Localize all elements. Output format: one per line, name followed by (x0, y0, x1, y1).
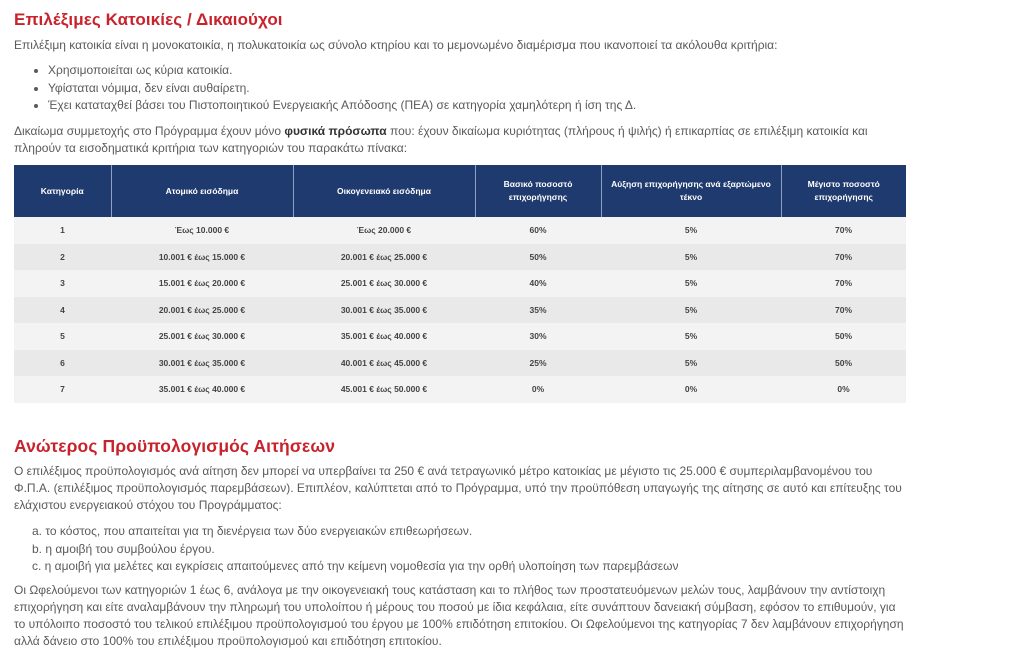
table-cell: 4 (60, 304, 65, 315)
table-cell: 15.001 € έως 20.000 € (158, 278, 246, 289)
table-cell: Έως 20.000 € (356, 225, 412, 236)
table-cell: 25.001 € έως 30.000 € (340, 278, 428, 289)
criteria-item: • Υφίσταται νόμιμα, δεν είναι αυθαίρετη. (48, 80, 636, 98)
rights-bold-text: φυσικά πρόσωπα (284, 124, 387, 138)
rights-text: Δικαίωμα συμμετοχής στο Πρόγραμμα έχουν μόνο (14, 124, 285, 138)
budget-paragraph: Ο επιλέξιμος προϋπολογισμός ανά αίτηση δεν μπορεί να υπερβαίνει τα 250 € ανά τετραγωνικό μέτρο κατοικίας με μέγιστο τις 25.000 € συμπεριλαμβανομένου του Φ.Π.Α. (επιλέξιμος προϋπολογισμός παρεμβάσεων). Επιπλέον, καλύπτεται από το Πρόγραμμα, υπό την προϋπόθεση υπαγωγής της αίτησης σε αυτό και επίτευξης του ελάχιστου ενεργειακού στόχου του Προγράμματος: (14, 464, 902, 512)
table-cell: 3 (60, 278, 65, 289)
income-category-table (14, 165, 906, 403)
section-title-eligible: Επιλέξιμες Κατοικίες / Δικαιούχοι (14, 10, 283, 29)
table-cell: 5% (684, 278, 698, 289)
table-cell: 50% (834, 357, 852, 368)
table-cell: 35.001 € έως 40.000 € (158, 384, 246, 395)
table-cell: 25.001 € έως 30.000 € (158, 331, 246, 342)
table-cell: 7 (60, 384, 65, 395)
table-cell: Έως 10.000 € (174, 225, 230, 236)
column-header: Ατομικό εισόδημα (111, 165, 293, 217)
table-row (14, 297, 906, 324)
table-cell: 40.001 € έως 45.000 € (340, 357, 428, 368)
table-cell: 2 (60, 251, 65, 262)
table-cell: 35.001 € έως 40.000 € (340, 331, 428, 342)
column-header: Κατηγορία (14, 165, 111, 217)
table-cell: 35% (529, 304, 547, 315)
table-cell: 0% (531, 384, 545, 395)
column-header: Μέγιστο ποσοστό επιχορήγησης (781, 165, 906, 217)
table-row (14, 270, 906, 297)
table-row (14, 323, 906, 350)
table-cell: 25% (529, 357, 547, 368)
table-cell: 5 (60, 331, 65, 342)
table-cell: 1 (60, 225, 65, 236)
criteria-item: • Έχει καταταχθεί βάσει του Πιστοποιητικού Ενεργειακής Απόδοσης (ΠΕΑ) σε κατηγορία χαμηλότερη ή ίση της Δ. (48, 97, 636, 115)
criteria-item: • Χρησιμοποιείται ως κύρια κατοικία. (48, 62, 636, 80)
coverage-item: a. το κόστος, που απαιτείται για τη διενέργεια των δύο ενεργειακών επιθεωρήσεων. (32, 524, 473, 538)
table-cell: 5% (684, 251, 698, 262)
table-cell: 6 (60, 357, 65, 368)
table-cell: 20.001 € έως 25.000 € (158, 304, 246, 315)
table-row (14, 376, 906, 403)
table-cell: 60% (529, 225, 547, 236)
table-cell: 5% (684, 304, 698, 315)
section-title-budget: Ανώτερος Προϋπολογισμός Αιτήσεων (14, 436, 336, 456)
coverage-item: c. η αμοιβή για μελέτες και εγκρίσεις απαιτούμενες από την κείμενη νομοθεσία για την ορθή υλοποίηση των παρεμβάσεων (32, 559, 679, 573)
table-cell: 70% (834, 251, 852, 262)
table-cell: 30.001 € έως 35.000 € (340, 304, 428, 315)
table-cell: 50% (834, 331, 852, 342)
beneficiaries-paragraph: Οι Ωφελούμενοι των κατηγοριών 1 έως 6, ανάλογα με την οικογενειακή τους κατάσταση και το πλήθος των προστατευόμενων μελών τους, λαμβάνουν την αντίστοιχη επιχορήγηση και είτε αναλαμβάνουν την πληρωμή του υπολοίπου ή μέρους του ποσού με ίδια κεφάλαια, είτε συνάπτουν δανειακή σύμβαση, εφόσον το επιθυμούν, για το υπόλοιπο ποσοστό του τελικού επιλέξιμου προϋπολογισμού του έργου με 100% επιδότηση επιτοκίου. Οι Ωφελούμενοι της κατηγορίας 7 δεν λαμβάνουν επιχορήγηση αλλά δάνειο στο 100% του επιλέξιμου προϋπολογισμού και επιδότηση επιτοκίου. (14, 583, 904, 648)
table-cell: 70% (834, 278, 852, 289)
table-row (14, 217, 906, 244)
table-cell: 5% (684, 225, 698, 236)
column-header: Αύξηση επιχορήγησης ανά εξαρτώμενο τέκνο (601, 165, 781, 217)
coverage-item: b. η αμοιβή του συμβούλου έργου. (32, 541, 215, 556)
column-header: Βασικό ποσοστό επιχορήγησης (475, 165, 601, 217)
budget-coverage-list (14, 523, 678, 576)
table-cell: 30.001 € έως 35.000 € (158, 357, 246, 368)
criteria-list (14, 62, 636, 115)
table-row (14, 244, 906, 271)
table-cell: 0% (684, 384, 698, 395)
table-cell: 10.001 € έως 15.000 € (158, 251, 246, 262)
table-cell: 5% (684, 357, 698, 368)
table-cell: 40% (529, 278, 547, 289)
eligibility-rights-paragraph (14, 123, 909, 157)
table-cell: 20.001 € έως 25.000 € (340, 251, 428, 262)
table-header-row (14, 165, 906, 217)
table-row (14, 350, 906, 377)
table-cell: 50% (529, 251, 547, 262)
table-cell: 45.001 € έως 50.000 € (340, 384, 428, 395)
table-cell: 5% (684, 331, 698, 342)
table-cell: 70% (834, 304, 852, 315)
rights-text: που: έχουν δικαίωμα κυριότητας (πλήρους ή ψιλής) ή επικαρπίας σε επιλέξιμη κατοικία και πληρούν τα εισοδηματικά κριτήρια των κατηγοριών του παρακάτω πίνακα: (14, 124, 868, 155)
table-cell: 0% (837, 384, 850, 395)
table-cell: 70% (834, 225, 852, 236)
table-cell: 30% (529, 331, 547, 342)
column-header: Οικογενειακό εισόδημα (293, 165, 475, 217)
eligible-intro: Επιλέξιμη κατοικία είναι η μονοκατοικία, η πολυκατοικία ως σύνολο κτηρίου και το μεμονωμένο διαμέρισμα που ικανοποιεί τα ακόλουθα κριτήρια: (14, 38, 778, 52)
